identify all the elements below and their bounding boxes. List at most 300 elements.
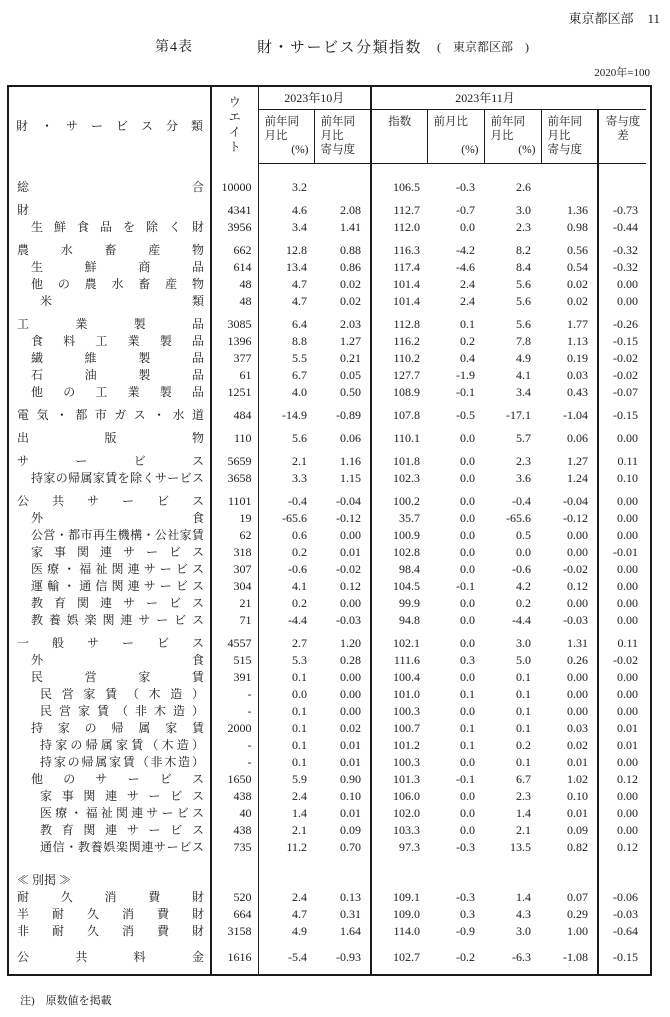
weight-cell: 5659 [211, 447, 258, 470]
contrib-cell: 0.01 [541, 754, 598, 771]
classification-header: 財 ・ サ ー ビ ス 分 類 [9, 87, 211, 164]
classification-cell: 教 養 娯 楽 関 連 サ ー ビ ス [9, 612, 211, 629]
contrib-cell: 1.36 [541, 196, 598, 219]
contrib-cell: 1.00 [541, 923, 598, 940]
index-cell: 102.3 [393, 471, 421, 485]
index-cell [371, 856, 427, 889]
index-cell: 102.7 [393, 950, 421, 964]
contrib-cell: 0.29 [541, 906, 598, 923]
oct-yoy-cell: 4.9 [292, 924, 307, 938]
oct-yoy-cell: 4.7 [292, 294, 307, 308]
contrib-diff-cell: -0.02 [613, 351, 639, 365]
contrib-diff-cell: 0.00 [617, 687, 639, 701]
mom-cell: 0.1 [460, 721, 476, 735]
classification-cell: 持 家 の 帰 属 家 賃 [9, 720, 211, 737]
yoy-cell: 0.5 [516, 528, 532, 542]
classification-cell: 非 耐 久 消 費 財 [9, 923, 211, 940]
index-cell: 100.9 [393, 528, 421, 542]
contrib-diff-cell: 0.00 [617, 528, 639, 542]
mom-cell: 2.4 [460, 294, 476, 308]
weight-cell: 515 [211, 652, 258, 669]
index-cell: 35.7 [399, 511, 421, 525]
oct-contrib-cell: 0.02 [314, 720, 371, 737]
table-row [9, 259, 646, 276]
mom-cell: -0.1 [456, 772, 476, 786]
classification-index-table [9, 87, 646, 974]
yoy-cell: 0.0 [516, 545, 532, 559]
weight-cell: 48 [211, 276, 258, 293]
oct-yoy-cell: 0.6 [292, 528, 307, 542]
contrib-cell: 0.02 [541, 737, 598, 754]
oct-contrib-cell: 0.02 [314, 293, 371, 310]
classification-cell: 民 営 家 賃 （ 木 造 ） [9, 686, 211, 703]
mom-cell: 0.0 [460, 220, 476, 234]
oct-yoy-cell: 5.9 [292, 772, 307, 786]
diff-header-spacer [598, 87, 646, 110]
classification-cell: 他 の 工 業 製 品 [9, 384, 211, 401]
yoy-cell: -0.4 [512, 494, 532, 508]
oct-contrib-cell: 0.12 [314, 578, 371, 595]
oct-yoy-cell: -4.4 [288, 613, 307, 627]
mom-cell: 0.1 [460, 317, 476, 331]
nov-contrib-header: 前年同 月比 寄与度 [541, 110, 598, 164]
contrib-cell: 1.13 [541, 333, 598, 350]
classification-cell: 生 鮮 食 品 を 除 く 財 [9, 219, 211, 236]
index-cell: 97.3 [399, 840, 421, 854]
yoy-cell: 3.6 [516, 471, 532, 485]
table-row [9, 367, 646, 384]
table-row [9, 487, 646, 510]
oct-contrib-cell: 1.16 [314, 447, 371, 470]
oct-contrib-cell: 0.02 [314, 276, 371, 293]
mom-cell: -0.9 [456, 924, 476, 938]
weight-cell: 110 [211, 424, 258, 447]
table-row [9, 447, 646, 470]
yoy-cell: 4.3 [516, 907, 532, 921]
oct-yoy-cell: 2.7 [292, 636, 307, 650]
oct-contrib-cell: 1.27 [314, 333, 371, 350]
mom-cell: 0.0 [460, 704, 476, 718]
contrib-diff-cell: -0.15 [613, 334, 639, 348]
oct-yoy-cell: 3.4 [292, 220, 307, 234]
oct-yoy-cell: 5.5 [292, 351, 307, 365]
classification-cell: 食 料 工 業 製 品 [9, 333, 211, 350]
oct-yoy-cell: 3.2 [292, 180, 307, 194]
index-cell: 106.5 [393, 180, 421, 194]
mom-cell: 0.0 [460, 511, 476, 525]
weight-cell: 62 [211, 527, 258, 544]
contrib-diff-cell: -0.01 [613, 545, 639, 559]
classification-cell: 教 育 関 連 サ ー ビ ス [9, 595, 211, 612]
mom-cell: -0.5 [456, 408, 476, 422]
oct-contrib-cell: -0.93 [314, 940, 371, 974]
title-area-label: ( 東京都区部 ) [437, 40, 529, 54]
contrib-cell: 0.06 [541, 424, 598, 447]
mom-cell: 0.0 [460, 545, 476, 559]
table-row [9, 424, 646, 447]
mom-cell: 0.0 [460, 494, 476, 508]
base-year-note: 2020年=100 [594, 67, 650, 79]
oct-contrib-cell: 0.70 [314, 839, 371, 856]
mom-cell: 0.0 [460, 454, 476, 468]
contrib-cell: -0.02 [541, 561, 598, 578]
table-row [9, 595, 646, 612]
classification-cell: 外 食 [9, 510, 211, 527]
contrib-diff-cell: 0.12 [617, 772, 639, 786]
contrib-cell: 0.10 [541, 788, 598, 805]
index-cell: 100.7 [393, 721, 421, 735]
contrib-cell: 0.09 [541, 822, 598, 839]
oct-contrib-cell: 0.00 [314, 527, 371, 544]
index-cell: 111.6 [393, 653, 421, 667]
index-cell: 117.4 [393, 260, 421, 274]
classification-cell: サ ー ビ ス [9, 447, 211, 470]
oct-yoy-cell: 4.7 [292, 277, 307, 291]
mom-cell: -0.2 [456, 950, 476, 964]
oct-contrib-cell: 1.41 [314, 219, 371, 236]
contrib-cell: 0.00 [541, 544, 598, 561]
contrib-cell: 0.43 [541, 384, 598, 401]
contrib-cell: -0.04 [541, 487, 598, 510]
contrib-diff-cell: -0.64 [613, 924, 639, 938]
classification-cell: 運輸・通信関連サービス [9, 578, 211, 595]
mom-cell: 0.0 [460, 596, 476, 610]
yoy-cell: -65.6 [506, 511, 532, 525]
classification-cell: 外 食 [9, 652, 211, 669]
classification-cell: 持家の帰属家賃（木造） [9, 737, 211, 754]
contrib-cell: 0.02 [541, 293, 598, 310]
yoy-cell: 3.0 [516, 924, 532, 938]
yoy-cell: 0.1 [516, 755, 532, 769]
table-row [9, 350, 646, 367]
oct-contrib-cell: 0.01 [314, 805, 371, 822]
mom-cell: 0.0 [460, 431, 476, 445]
table-row [9, 333, 646, 350]
oct-contrib-cell: 0.00 [314, 595, 371, 612]
classification-cell: 公 共 サ ー ビ ス [9, 487, 211, 510]
contrib-diff-cell [598, 164, 646, 197]
table-row [9, 510, 646, 527]
contrib-cell: 0.98 [541, 219, 598, 236]
index-cell: 100.2 [393, 494, 421, 508]
mom-cell: -0.7 [456, 203, 476, 217]
oct-yoy-cell: 12.8 [286, 243, 307, 257]
index-cell: 101.2 [393, 738, 421, 752]
contrib-diff-cell: -0.26 [613, 317, 639, 331]
index-cell: 102.1 [393, 636, 421, 650]
index-cell: 116.2 [393, 334, 421, 348]
mom-cell: 0.1 [460, 738, 476, 752]
classification-cell: ≪ 別掲 ≫ [9, 856, 211, 889]
weight-cell: 61 [211, 367, 258, 384]
table-row [9, 527, 646, 544]
contrib-cell: -1.08 [541, 940, 598, 974]
weight-cell: 3658 [211, 470, 258, 487]
oct-contrib-cell: -0.12 [314, 510, 371, 527]
index-cell: 101.0 [393, 687, 421, 701]
oct-yoy-cell: 2.4 [292, 789, 307, 803]
table-row [9, 669, 646, 686]
table-row [9, 293, 646, 310]
oct-contrib-cell: 2.08 [314, 196, 371, 219]
contrib-diff-cell: -0.44 [613, 220, 639, 234]
oct-yoy-cell: 2.1 [292, 454, 307, 468]
oct-yoy-cell: -0.4 [288, 494, 307, 508]
oct-contrib-cell [314, 856, 371, 889]
region-label: 東京都区部 [568, 11, 634, 26]
contrib-diff-cell: 0.00 [617, 294, 639, 308]
contrib-diff-cell: -0.03 [613, 907, 639, 921]
contrib-cell: 0.12 [541, 578, 598, 595]
yoy-cell: 0.2 [516, 738, 532, 752]
yoy-cell: 3.0 [516, 636, 532, 650]
index-cell: 107.8 [393, 408, 421, 422]
contrib-diff-cell: -0.32 [613, 260, 639, 274]
weight-cell: 1251 [211, 384, 258, 401]
mom-cell: 2.4 [460, 277, 476, 291]
weight-cell: 520 [211, 889, 258, 906]
yoy-cell: 7.8 [516, 334, 532, 348]
oct-yoy-cell: 4.6 [292, 203, 307, 217]
contrib-diff-cell [598, 856, 646, 889]
contrib-cell [541, 164, 598, 197]
weight-cell: 48 [211, 293, 258, 310]
index-cell: 102.8 [393, 545, 421, 559]
contrib-diff-cell: 0.00 [617, 613, 639, 627]
weight-header-vertical-text: ウ エ イ ト [228, 95, 241, 155]
contrib-cell: 0.54 [541, 259, 598, 276]
contrib-diff-cell: 0.10 [617, 471, 639, 485]
index-cell: 100.3 [393, 704, 421, 718]
index-cell: 101.8 [393, 454, 421, 468]
classification-cell: 医療・福祉関連サービス [9, 805, 211, 822]
oct-contrib-cell: 0.00 [314, 669, 371, 686]
table-row [9, 629, 646, 652]
oct-2023-group-header: 2023年10月 [258, 87, 371, 110]
weight-cell: 21 [211, 595, 258, 612]
oct-yoy-cell: 0.0 [292, 687, 307, 701]
contrib-cell: 1.31 [541, 629, 598, 652]
table-row [9, 310, 646, 333]
yoy-cell: -17.1 [506, 408, 532, 422]
table-row [9, 276, 646, 293]
yoy-cell: -6.3 [512, 950, 532, 964]
contrib-diff-cell: 0.11 [617, 636, 639, 650]
mom-cell: 0.0 [460, 528, 476, 542]
oct-yoy-cell: 11.2 [286, 840, 307, 854]
yoy-cell: 2.1 [516, 823, 532, 837]
classification-cell: 農 水 畜 産 物 [9, 236, 211, 259]
yoy-cell: 8.4 [516, 260, 532, 274]
table-header-months-row [9, 87, 646, 110]
yoy-cell: 1.4 [516, 806, 532, 820]
contrib-cell: 1.27 [541, 447, 598, 470]
index-cell: 106.0 [393, 789, 421, 803]
table-row [9, 401, 646, 424]
index-cell: 114.0 [393, 924, 421, 938]
index-cell: 101.3 [393, 772, 421, 786]
oct-yoy-cell: 0.2 [292, 596, 307, 610]
index-cell: 112.0 [393, 220, 421, 234]
yoy-cell: 2.6 [516, 180, 532, 194]
index-cell: 98.4 [399, 562, 421, 576]
weight-cell: 1101 [211, 487, 258, 510]
contrib-cell: 0.00 [541, 595, 598, 612]
oct-yoy-cell: 2.1 [292, 823, 307, 837]
oct-contrib-cell: 0.88 [314, 236, 371, 259]
yoy-cell: 5.6 [516, 277, 532, 291]
title-row [0, 36, 670, 56]
contrib-cell [541, 856, 598, 889]
table-row [9, 219, 646, 236]
oct-yoy-cell: 6.4 [292, 317, 307, 331]
index-cell: 110.1 [393, 431, 421, 445]
contrib-diff-cell: -0.07 [613, 385, 639, 399]
yoy-cell: 2.3 [516, 220, 532, 234]
contrib-diff-cell: 0.11 [617, 454, 639, 468]
yoy-cell: 4.1 [516, 368, 532, 382]
classification-cell: 耐 久 消 費 財 [9, 889, 211, 906]
index-cell: 100.3 [393, 755, 421, 769]
classification-cell: 工 業 製 品 [9, 310, 211, 333]
weight-cell: 19 [211, 510, 258, 527]
yoy-cell: 3.4 [516, 385, 532, 399]
contrib-diff-cell: 0.00 [617, 806, 639, 820]
yoy-cell: 4.9 [516, 351, 532, 365]
classification-cell: 電 気 ・ 都 市 ガ ス ・ 水 道 [9, 401, 211, 424]
yoy-cell: 4.2 [516, 579, 532, 593]
mom-header: 前月比 (%) [427, 110, 484, 164]
classification-cell: 家 事 関 連 サ ー ビ ス [9, 544, 211, 561]
table-row [9, 196, 646, 219]
contrib-cell: 0.00 [541, 669, 598, 686]
weight-cell: 1616 [211, 940, 258, 974]
contrib-diff-cell: 0.00 [617, 494, 639, 508]
contrib-cell: 0.26 [541, 652, 598, 669]
contrib-diff-header: 寄与度差 [598, 110, 646, 164]
yoy-cell: 13.5 [510, 840, 532, 854]
index-cell: 104.5 [393, 579, 421, 593]
oct-yoy-cell: 4.1 [292, 579, 307, 593]
mom-cell: 0.3 [460, 653, 476, 667]
oct-yoy-header: 前年同 月比 (%) [258, 110, 314, 164]
oct-yoy-cell: 0.1 [292, 755, 307, 769]
mom-cell: -0.3 [456, 840, 476, 854]
oct-contrib-cell: 0.50 [314, 384, 371, 401]
oct-yoy-cell: 2.4 [292, 890, 307, 904]
weight-cell: 664 [211, 906, 258, 923]
contrib-diff-cell: 0.00 [617, 789, 639, 803]
contrib-diff-cell: 0.01 [617, 721, 639, 735]
oct-yoy-cell: -14.9 [282, 408, 307, 422]
contrib-cell: -0.12 [541, 510, 598, 527]
yoy-cell: 5.6 [516, 294, 532, 308]
contrib-diff-cell: -0.06 [613, 890, 639, 904]
classification-cell: 教 育 関 連 サ ー ビ ス [9, 822, 211, 839]
mom-cell: 0.0 [460, 613, 476, 627]
table-row [9, 889, 646, 906]
mom-cell: -0.1 [456, 579, 476, 593]
oct-contrib-cell: 0.21 [314, 350, 371, 367]
oct-yoy-cell: 5.6 [292, 431, 307, 445]
oct-contrib-cell: 0.06 [314, 424, 371, 447]
yoy-cell: 6.7 [516, 772, 532, 786]
classification-cell: 持家の帰属家賃（非木造） [9, 754, 211, 771]
contrib-cell: -1.04 [541, 401, 598, 424]
classification-cell: 家 事 関 連 サ ー ビ ス [9, 788, 211, 805]
table-row [9, 754, 646, 771]
table-row [9, 236, 646, 259]
classification-cell: 他 の 農 水 畜 産 物 [9, 276, 211, 293]
weight-cell: 3956 [211, 219, 258, 236]
oct-yoy-cell: 0.1 [292, 670, 307, 684]
weight-cell: 3085 [211, 310, 258, 333]
mom-cell: -0.1 [456, 385, 476, 399]
weight-header [211, 87, 258, 164]
oct-yoy-cell: 5.3 [292, 653, 307, 667]
oct-contrib-cell: 0.00 [314, 686, 371, 703]
mom-cell: 0.0 [460, 670, 476, 684]
weight-cell: 1396 [211, 333, 258, 350]
weight-cell: 71 [211, 612, 258, 629]
weight-cell [211, 856, 258, 889]
oct-contrib-cell: 0.86 [314, 259, 371, 276]
index-cell: 109.1 [393, 890, 421, 904]
index-cell: 103.3 [393, 823, 421, 837]
index-cell: 112.8 [393, 317, 421, 331]
table-number: 第4表 [155, 40, 193, 55]
oct-yoy-cell: -65.6 [282, 511, 307, 525]
weight-cell: 304 [211, 578, 258, 595]
mom-cell: 0.0 [460, 789, 476, 803]
oct-yoy-cell [258, 856, 314, 889]
oct-contrib-cell: 0.01 [314, 544, 371, 561]
classification-cell: 出 版 物 [9, 424, 211, 447]
oct-yoy-cell: 0.1 [292, 704, 307, 718]
yoy-cell: 5.6 [516, 317, 532, 331]
contrib-cell: 0.02 [541, 276, 598, 293]
oct-contrib-cell: -0.04 [314, 487, 371, 510]
mom-cell: 0.0 [460, 755, 476, 769]
classification-cell: 米 類 [9, 293, 211, 310]
yoy-cell: 2.3 [516, 454, 532, 468]
weight-cell: 1650 [211, 771, 258, 788]
mom-cell: -4.2 [456, 243, 476, 257]
mom-cell: -0.3 [456, 180, 476, 194]
yoy-cell: 8.2 [516, 243, 532, 257]
yoy-cell: 1.4 [516, 890, 532, 904]
oct-contrib-cell: 0.01 [314, 737, 371, 754]
contrib-diff-cell: -0.32 [613, 243, 639, 257]
table-row [9, 771, 646, 788]
oct-contrib-cell: 0.31 [314, 906, 371, 923]
contrib-diff-cell: 0.00 [617, 579, 639, 593]
table-row [9, 612, 646, 629]
oct-contrib-cell: -0.02 [314, 561, 371, 578]
table-row [9, 839, 646, 856]
oct-yoy-cell: 13.4 [286, 260, 307, 274]
oct-contrib-cell: -0.03 [314, 612, 371, 629]
nov-2023-group-header: 2023年11月 [371, 87, 598, 110]
contrib-diff-cell: -0.02 [613, 653, 639, 667]
weight-cell: 614 [211, 259, 258, 276]
contrib-cell: 1.02 [541, 771, 598, 788]
index-cell: 108.9 [393, 385, 421, 399]
index-cell: 102.0 [393, 806, 421, 820]
contrib-cell: 0.82 [541, 839, 598, 856]
index-cell: 110.2 [393, 351, 421, 365]
weight-cell: - [211, 737, 258, 754]
